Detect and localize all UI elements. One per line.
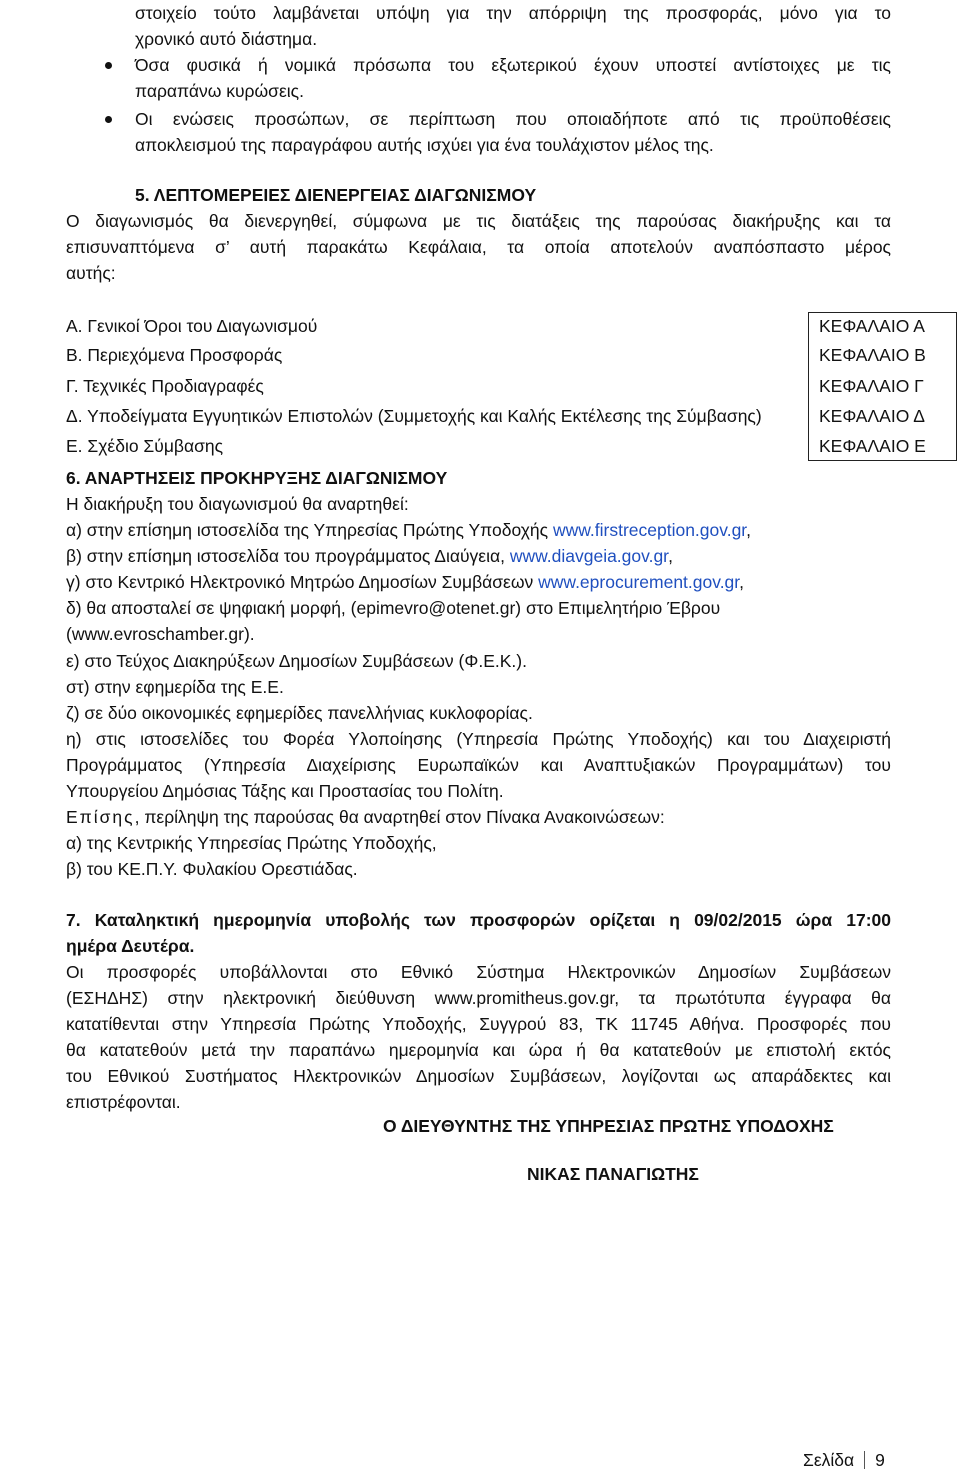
posting-item-c (66, 569, 744, 595)
posting-item-h: η) στις ιστοσελίδες του Φορέα Υλοποίησης (Υπηρεσία Πρώτης Υποδοχής) και του Διαχειριστή (66, 729, 891, 749)
table-cell-chapter: ΚΕΦΑΛΑΙΟ Ε (819, 436, 926, 456)
punctuation: , (668, 546, 673, 566)
posting-item-d-cont: (www.evroschamber.gr). (66, 624, 255, 644)
table-cell-label: Γ. Τεχνικές Προδιαγραφές (66, 376, 264, 396)
diavgeia-link[interactable]: www.diavgeia.gov.gr (509, 546, 669, 566)
section-5-heading: 5. ΛΕΠΤΟΜΕΡΕΙΕΣ ΔΙΕΝΕΡΓΕΙΑΣ ΔΙΑΓΩΝΙΣΜΟΥ (135, 185, 537, 205)
bullet-item-1: Όσα φυσικά ή νομικά πρόσωπα του εξωτερικού έχουν υποστεί αντίστοιχες με τις (135, 52, 891, 78)
bullet-item-2: Οι ενώσεις προσώπων, σε περίπτωση που οποιαδήποτε από τις προϋποθέσεις (135, 106, 891, 132)
bullet-item-1-cont: παραπάνω κυρώσεις. (135, 81, 304, 101)
section-5-paragraph-line-3: αυτής: (66, 263, 116, 283)
posting-item-z: ζ) σε δύο οικονομικές εφημερίδες πανελλήνιας κυκλοφορίας. (66, 703, 533, 723)
posting-item-a-text: α) στην επίσημη ιστοσελίδα της Υπηρεσίας Πρώτης Υποδοχής (66, 520, 553, 540)
section-7-paragraph-line-1: Οι προσφορές υποβάλλονται στο Εθνικό Σύστημα Ηλεκτρονικών Δημοσίων Συμβάσεων (66, 962, 891, 982)
also-posting-item-b: β) του ΚΕ.Π.Υ. Φυλακίου Ορεστιάδας. (66, 859, 358, 879)
section-7-paragraph-line-4: θα κατατεθούν μετά την παραπάνω ημερομηνία και ώρα ή θα κατατεθούν με επιστολή εκτός (66, 1040, 891, 1060)
posting-item-st: στ) στην εφημερίδα της Ε.Ε. (66, 677, 284, 697)
posting-item-a (66, 517, 751, 543)
section-5-paragraph-line-1: Ο διαγωνισμός θα διενεργηθεί, σύμφωνα με τις διατάξεις της παρούσας διακήρυξης και τα (66, 211, 891, 231)
posting-item-b (66, 543, 673, 569)
table-border (956, 312, 957, 461)
posting-item-h-cont: Προγράμματος (Υπηρεσία Διαχείρισης Ευρωπαϊκών και Αναπτυξιακών Προγραμμάτων) του (66, 755, 891, 775)
also-posting-line (66, 804, 665, 830)
punctuation: , (746, 520, 752, 540)
table-cell-chapter: ΚΕΦΑΛΑΙΟ Γ (819, 376, 924, 396)
firstreception-link[interactable]: www.firstreception.gov.gr (552, 520, 747, 540)
punctuation: , (739, 572, 745, 592)
table-cell-chapter: ΚΕΦΑΛΑΙΟ Α (819, 316, 925, 336)
eprocurement-link[interactable]: www.eprocurement.gov.gr (538, 572, 740, 592)
section-7-text: 7. Καταληκτική ημερομηνία υποβολής των προσφορών ορίζεται η (66, 910, 695, 930)
section-5-paragraph-line-2: επισυναπτόμενα σ’ αυτή παρακάτω Κεφάλαια, τα οποία αποτελούν αναπόσπαστο μέρος (66, 237, 891, 257)
section-7-paragraph-line-3: κατατίθενται στην Υπηρεσία Πρώτης Υποδοχής, Συγγρού 83, ΤΚ 11745 Αθήνα. Προσφορές που (66, 1014, 891, 1034)
section-6-intro: Η διακήρυξη του διαγωνισμού θα αναρτηθεί: (66, 494, 409, 514)
page-number: 9 (875, 1450, 885, 1470)
bullet-item-2-cont: αποκλεισμού της παραγράφου αυτής ισχύει για ένα τουλάχιστον μέλος της. (135, 135, 714, 155)
posting-item-b-text: β) στην επίσημη ιστοσελίδα του προγράμματος Διαύγεια, (66, 546, 510, 566)
section-7-line-1 (66, 907, 891, 933)
table-border (808, 312, 809, 461)
signature-title: Ο ΔΙΕΥΘΥΝΤΗΣ ΤΗΣ ΥΠΗΡΕΣΙΑΣ ΠΡΩΤΗΣ ΥΠΟΔΟΧΗΣ (383, 1116, 834, 1136)
table-cell-chapter: ΚΕΦΑΛΑΙΟ Δ (819, 406, 925, 426)
posting-item-d: δ) θα αποσταλεί σε ψηφιακή μορφή, (epimevro@otenet.gr) στο Επιμελητήριο Έβρου (66, 598, 721, 618)
also-word: Επίσης (66, 807, 135, 827)
deadline-day: ημέρα Δευτέρα. (66, 936, 195, 956)
section-6-heading: 6. ΑΝΑΡΤΗΣΕΙΣ ΠΡΟΚΗΡΥΞΗΣ ΔΙΑΓΩΝΙΣΜΟΥ (66, 468, 448, 488)
table-cell-label: Β. Περιεχόμενα Προσφοράς (66, 345, 283, 365)
posting-item-c-text: γ) στο Κεντρικό Ηλεκτρονικό Μητρώο Δημοσίων Συμβάσεων (66, 572, 539, 592)
also-posting-item-a: α) της Κεντρικής Υπηρεσίας Πρώτης Υποδοχής, (66, 833, 437, 853)
signature-name: ΝΙΚΑΣ ΠΑΝΑΓΙΩΤΗΣ (527, 1164, 699, 1184)
intro-line-1: στοιχείο τούτο λαμβάνεται υπόψη για την απόρριψη της προσφοράς, μόνο για το (135, 3, 891, 23)
section-7-paragraph-line-6: επιστρέφονται. (66, 1092, 181, 1112)
section-7-paragraph-line-2: (ΕΣΗΔΗΣ) στην ηλεκτρονική διεύθυνση www.promitheus.gov.gr, τα πρωτότυπα έγγραφα θα (66, 988, 891, 1008)
section-7-paragraph-line-5: του Εθνικού Συστήματος Ηλεκτρονικών Δημοσίων Συμβάσεων, λογίζονται ως απαράδεκτες και (66, 1066, 891, 1086)
also-rest: , περίληψη της παρούσας θα αναρτηθεί στον Πίνακα Ανακοινώσεων: (134, 807, 665, 827)
posting-item-e: ε) στο Τεύχος Διακηρύξεων Δημοσίων Συμβάσεων (Φ.Ε.Κ.). (66, 651, 527, 671)
deadline-date: 09/02/2015 ώρα 17:00 (694, 910, 891, 930)
table-cell-label: Δ. Υποδείγματα Εγγυητικών Επιστολών (Συμμετοχής και Καλής Εκτέλεσης της Σύμβασης) (66, 406, 762, 426)
posting-item-h-cont: Υπουργείου Δημόσιας Τάξης και Προστασίας του Πολίτη. (66, 781, 504, 801)
table-cell-chapter: ΚΕΦΑΛΑΙΟ Β (819, 345, 926, 365)
page-label: Σελίδα (803, 1450, 855, 1470)
intro-line-2: χρονικό αυτό διάστημα. (135, 29, 318, 49)
table-cell-label: Ε. Σχέδιο Σύμβασης (66, 436, 224, 456)
table-cell-label: Α. Γενικοί Όροι του Διαγωνισμού (66, 316, 318, 336)
page-footer (803, 1447, 885, 1473)
footer-separator (864, 1451, 865, 1469)
